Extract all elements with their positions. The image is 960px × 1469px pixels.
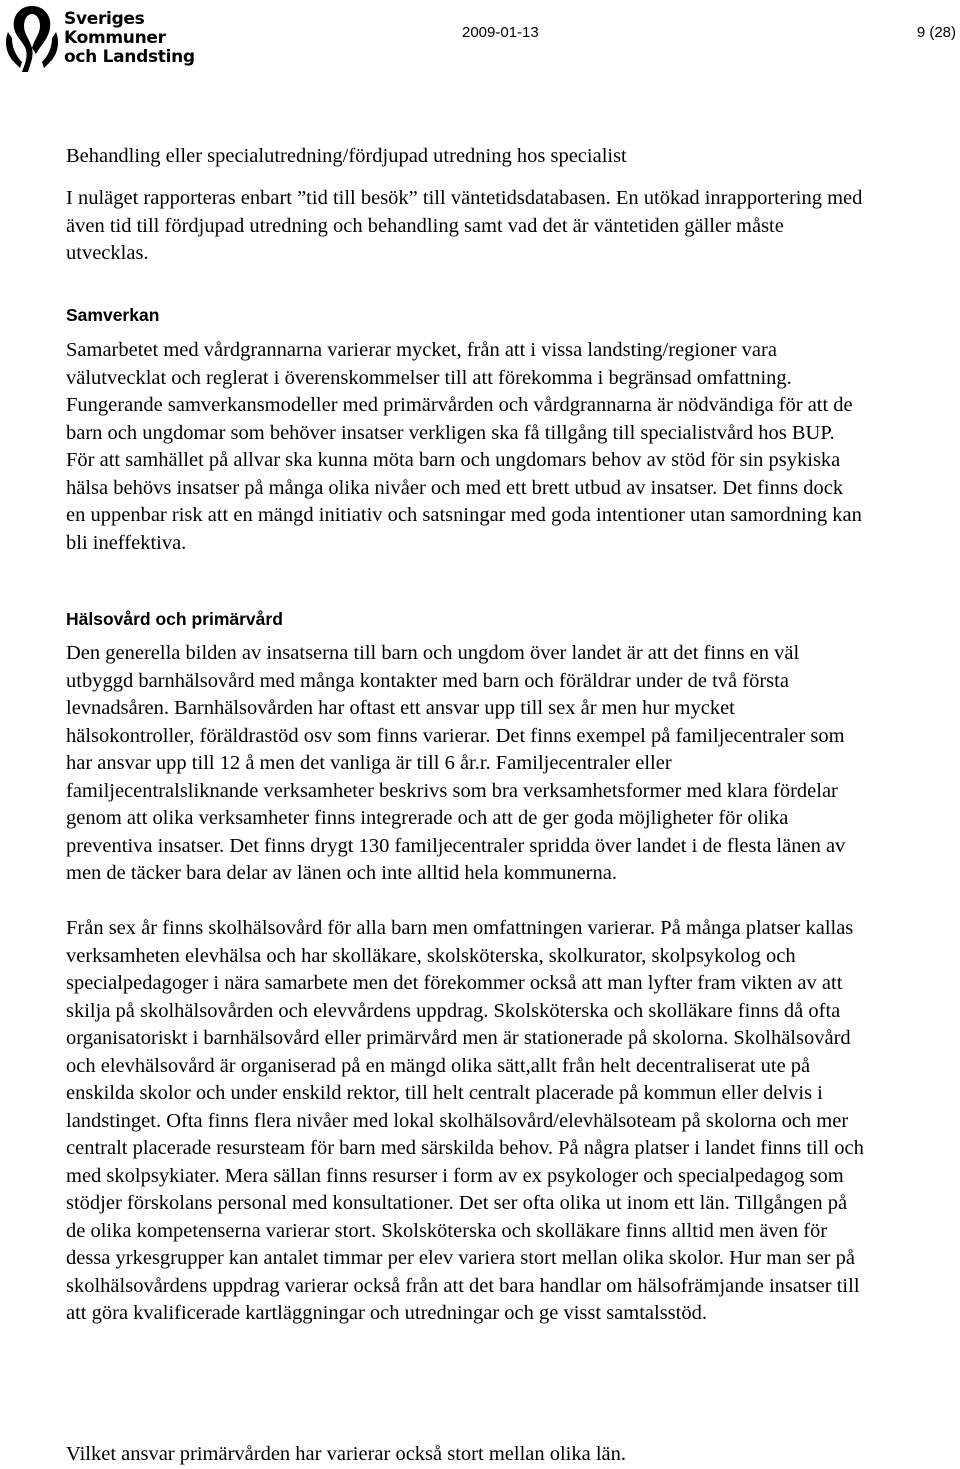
samverkan-paragraph: Samarbetet med vårdgrannarna varierar mycket, från att i vissa landsting/regioner vara välutvecklat och reglerat i överenskommelser till att förekomma i begränsad omfattning. Fungerande samverkansmodeller med primärvården och vårdgrannarna är nödvändiga för att de barn och ungdomar som behöver insatser verkligen ska få tillgång till specialistvård hos BUP. För att samhället på allvar ska kunna möta barn och ungdomars behov av stöd för sin psykiska hälsa behövs insatser på många olika nivåer och med ett brett utbud av insatser. Det finns dock en uppenbar risk att en mängd initiativ och satsningar med goda intentioner utan samordning kan bli ineffektiva. — [66, 339, 862, 554]
skl-emblem-icon — [2, 2, 62, 74]
intro-paragraph: I nuläget rapporteras enbart ”tid till besök” till väntetidsdatabasen. En utökad inrapportering med även tid till fördjupad utredning och behandling samt vad det är väntetiden gäller måste utvecklas. — [66, 187, 863, 264]
halsovard-paragraph: Den generella bilden av insatserna till barn och ungdom över landet är att det finns en väl utbyggd barnhälsovård med många kontakter med barn och föräldrar under de två första levnadsåren. Barnhälsovården har oftast ett ansvar upp till sex år men hur mycket hälsokontroller, föräldrastöd osv som finns varierar. Det finns exempel på familjecentraler som har ansvar upp till 12 å men det vanliga är till 6 år.r. Familjecentraler eller familjecentralsliknande verksamheter beskrivs som bra verksamhetsformer med klara fördelar genom att olika verksamheter finns integrerade och att de ger goda möjligheter för olika preventiva insatser. Det finns drygt 130 familjecentraler spridda över landet i de flesta länen av men de täcker bara delar av länen och inte alltid hela kommunerna. — [66, 642, 846, 884]
primarvard-paragraph: Vilket ansvar primärvården har varierar också stort mellan olika län. — [66, 1443, 627, 1465]
page-number: 9 (28) — [916, 24, 956, 41]
document-date: 2009-01-13 — [462, 24, 539, 41]
intro-line: Behandling eller specialutredning/fördjupad utredning hos specialist — [66, 145, 627, 167]
section-heading-halsovard: Hälsovård och primärvård — [66, 609, 283, 629]
section-heading-samverkan: Samverkan — [66, 305, 160, 325]
logo-line: Kommuner — [64, 28, 166, 48]
page-header — [0, 0, 960, 80]
logo-wordmark — [64, 10, 195, 67]
logo-line: Sveriges — [64, 9, 145, 29]
logo-line: och Landsting — [64, 47, 195, 67]
skolhalsovard-paragraph: Från sex år finns skolhälsovård för alla barn men omfattningen varierar. På många platser kallas verksamheten elevhälsa och har skolläkare, skolsköterska, skolkurator, skolpsykolog och specialpedagoger i nära samarbete men det förekommer också att man lyfter fram vikten av att skilja på skolhälsovården och elevvårdens uppdrag. Skolsköterska och skolläkare finns då ofta organisatoriskt i barnhälsovård eller primärvård men är stationerade på skolorna. Skolhälsovård och elevhälsovård är organiserad på en mängd olika sätt,allt från helt decentraliserat ute på enskilda skolor och under enskild rektor, till helt centralt placerade på kommun eller delvis i landstinget. Ofta finns flera nivåer med lokal skolhälsovård/elevhälsoteam på skolorna och mer centralt placerade resursteam för barn med särskilda behov. På några platser i landet finns till och med skolpsykiater. Mera sällan finns resurser i form av ex psykologer och specialpedagog som stödjer förskolans personal med konsultationer. Det ser ofta olika ut inom ett län. Tillgången på de olika kompetenserna varierar stort. Skolsköterska och skolläkare finns alltid men även för dessa yrkesgrupper kan antalet timmar per elev variera stort mellan olika skolor. Hur man ser på skolhälsovårdens uppdrag varierar också från att det bara handlar om hälsofrämjande insatser till att göra kvalificerade kartläggningar och utredningar och ge visst samtalsstöd. — [66, 917, 864, 1324]
skl-logo — [2, 2, 195, 74]
